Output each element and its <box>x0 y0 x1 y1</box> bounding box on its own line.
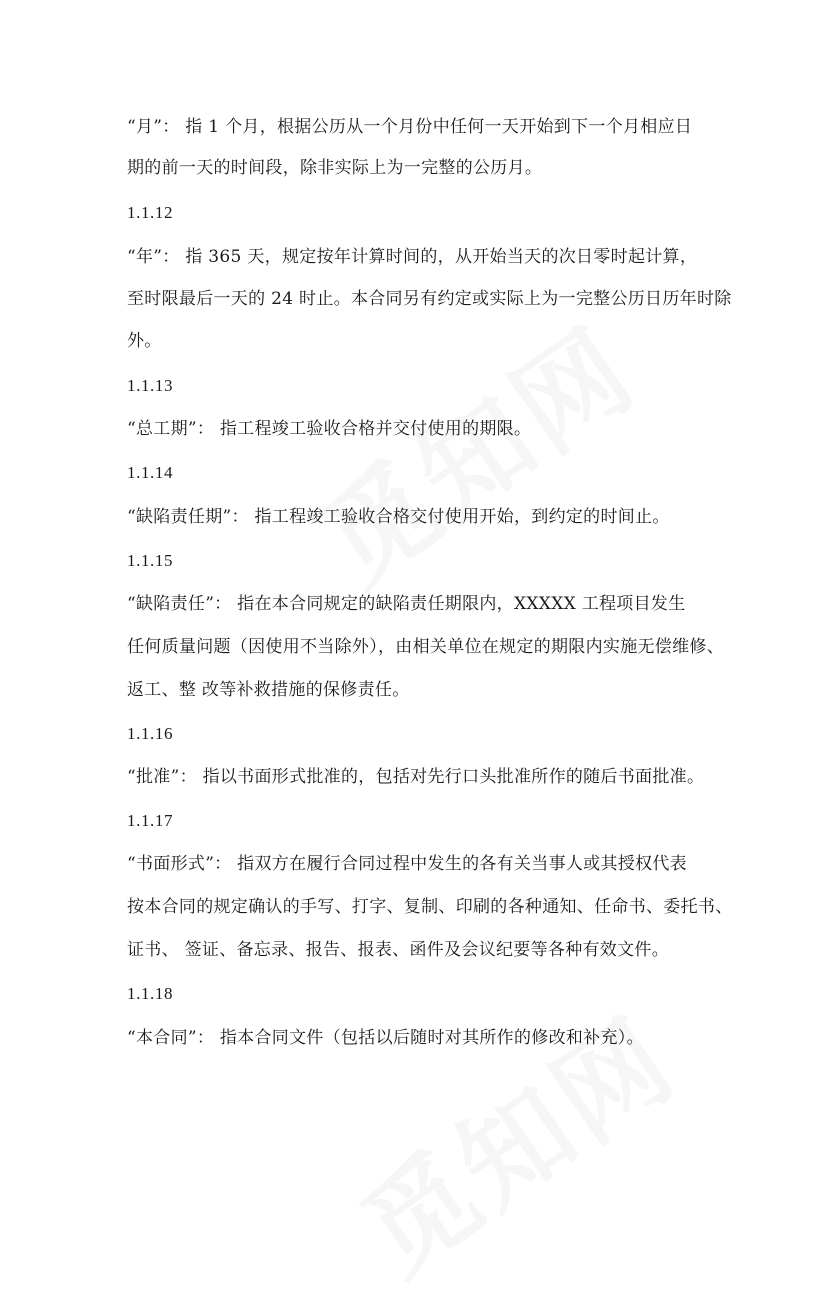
definition-approval: “批准”： 指以书面形式批准的，包括对先行口头批准所作的随后书面批准。 <box>127 767 705 787</box>
definition-month-line-2: 期的前一天的时间段，除非实际上为一完整的公历月。 <box>127 158 543 178</box>
definition-defect-liability-line-1: “缺陷责任”： 指在本合同规定的缺陷责任期限内，XXXXX 工程项目发生 <box>127 594 686 614</box>
clause-number-1-1-17: 1.1.17 <box>127 811 174 830</box>
definition-defect-liability-line-3: 返工、整 改等补救措施的保修责任。 <box>127 680 410 700</box>
definition-year-line-1: “年”： 指 365 天，规定按年计算时间的，从开始当天的次日零时起计算， <box>127 247 698 267</box>
definition-written-form-line-1: “书面形式”： 指双方在履行合同过程中发生的各有关当事人或其授权代表 <box>127 854 687 874</box>
definition-total-period: “总工期”： 指工程竣工验收合格并交付使用的期限。 <box>127 419 532 439</box>
definition-written-form-line-3: 证书、 签证、备忘录、报告、报表、函件及会议纪要等各种有效文件。 <box>127 940 670 960</box>
watermark <box>286 284 662 613</box>
clause-number-1-1-12: 1.1.12 <box>127 203 174 222</box>
clause-number-1-1-15: 1.1.15 <box>127 551 174 570</box>
clause-number-1-1-13: 1.1.13 <box>127 376 174 395</box>
definition-month-line-1: “月”： 指 1 个月，根据公历从一个月份中任何一天开始到下一个月相应日 <box>127 117 693 137</box>
definition-this-contract: “本合同”： 指本合同文件（包括以后随时对其所作的修改和补充）。 <box>127 1028 644 1048</box>
definition-defect-liability-period: “缺陷责任期”： 指工程竣工验收合格交付使用开始，到约定的时间止。 <box>127 507 670 527</box>
definition-year-line-2: 至时限最后一天的 24 时止。本合同另有约定或实际上为一完整公历日历年时除 <box>127 289 732 309</box>
watermark <box>326 974 702 1303</box>
definition-year-line-3: 外。 <box>127 331 162 351</box>
definition-written-form-line-2: 按本合同的规定确认的手写、打字、复制、印刷的各种通知、任命书、委托书、 <box>127 897 733 917</box>
clause-number-1-1-18: 1.1.18 <box>127 984 174 1003</box>
clause-number-1-1-14: 1.1.14 <box>127 463 174 482</box>
definition-defect-liability-line-2: 任何质量问题（因使用不当除外），由相关单位在规定的期限内实施无偿维修、 <box>127 637 724 657</box>
clause-number-1-1-16: 1.1.16 <box>127 724 174 743</box>
